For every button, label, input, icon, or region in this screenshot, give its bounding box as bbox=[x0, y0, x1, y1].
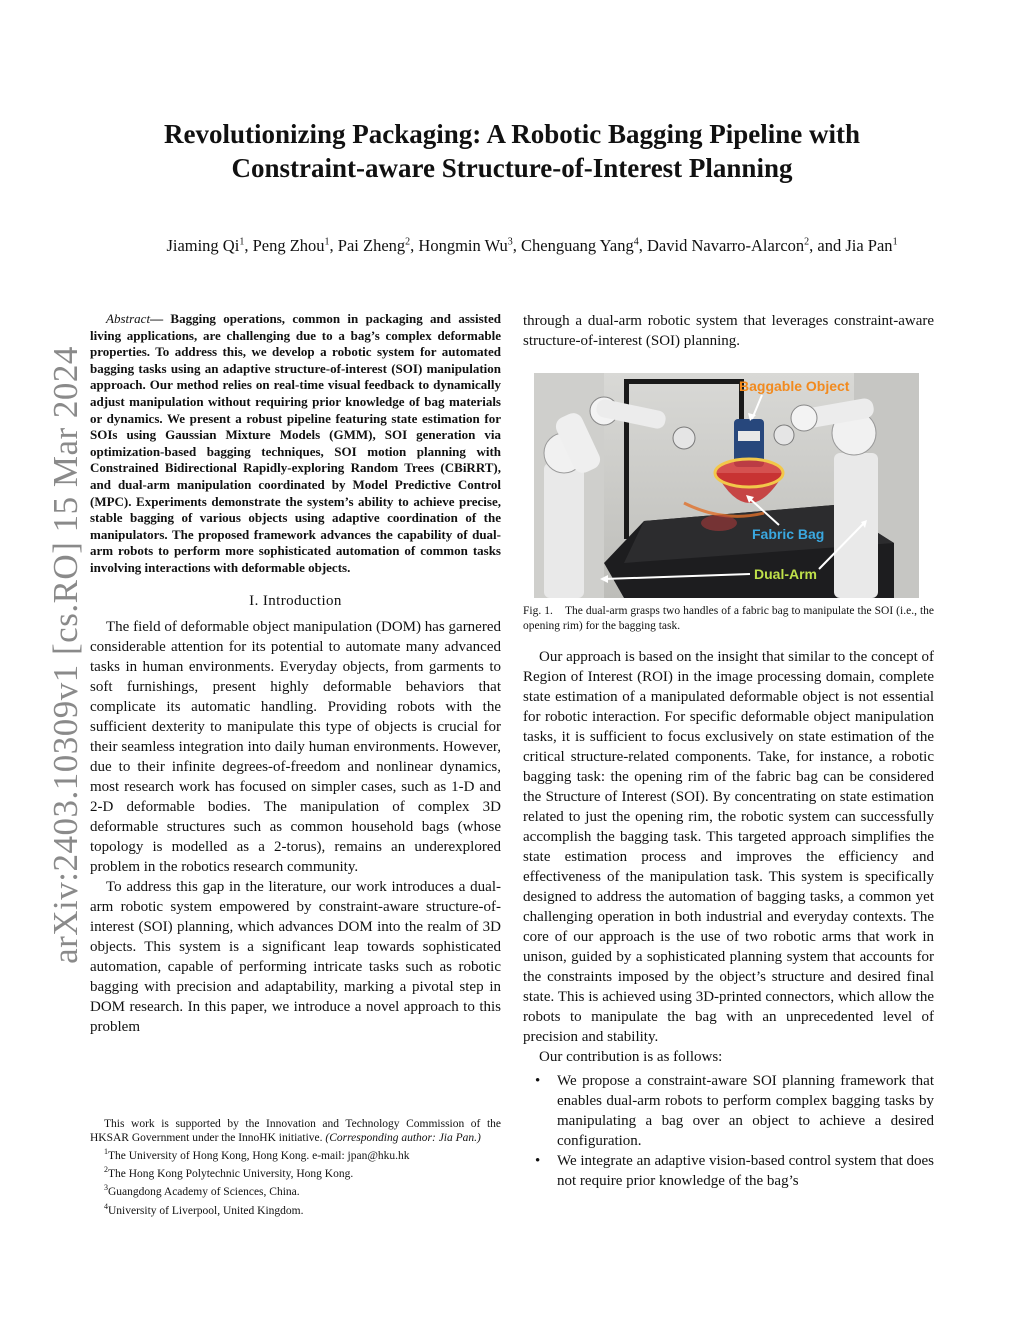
intro-paragraph-1: The field of deformable object manipulation (DOM) has garnered considerable attention for its potential to automate many advanced tasks in human environments. Everyday objects, from garments to soft furnishings, present highly deformable behaviors that complicate its automatic handling. Providing robots with the sufficient dexterity to manipulate this type of objects is crucial for their seamless integration into daily human environments. However, due to their infinite degrees-of-freedom and nonlinear dynamics, most research work has focused on simpler cases, such as 1-D and 2-D deformable bodies. The manipulation of complex 3D deformable structures such as common household bags (whose topology is modelled as a 2-torus), remains an underexplored problem in the robotics research community. bbox=[90, 618, 501, 875]
paper-title bbox=[100, 117, 924, 185]
author: Pai Zheng$^2$, bbox=[337, 235, 419, 255]
right-column bbox=[523, 311, 934, 1191]
affiliation-footnote-3: $^3$Guangdong Academy of Sciences, China. bbox=[104, 1183, 300, 1199]
contribution-list bbox=[523, 1071, 934, 1191]
affiliation-footnote-2: $^2$The Hong Kong Polytechnic University, Hong Kong. bbox=[104, 1165, 354, 1181]
abstract: Abstract— Bagging operations, common in packaging and assisted living applications, are challenging due to a bag’s complex deformable properties. To address this, we develop a robotic system for automated bagging tasks using an adaptive structure-of-interest (SOI) manipulation approach. Our method relies on real-time visual feedback to dynamically adjust manipulation without requiring prior knowledge of bag materials or dynamics. We present a robust pipeline featuring state estimation for SOIs using Gaussian Mixture Models (GMM), SOI generation via optimization-based bagging techniques, SOI motion planning with Constrained Bidirectional Rapidly-exploring Random Trees (CBiRRT), and dual-arm manipulation coordinated by Model Predictive Control (MPC). Experiments demonstrate the system’s ability to achieve precise, stable bagging of various objects using adaptive coordination of the manipulators. The proposed framework advances the capability of dual-arm robots to perform more sophisticated automation of common tasks involving interactions with deformable objects. bbox=[90, 311, 501, 575]
label-fabric-bag: Fabric Bag bbox=[752, 526, 825, 542]
figure-1-photo bbox=[534, 373, 919, 598]
author: Chenguang Yang$^4$, bbox=[520, 235, 647, 255]
author: Peng Zhou$^1$, bbox=[252, 235, 338, 255]
approach-paragraph: Our approach is based on the insight that similar to the concept of Region of Interest (ROI) in the image processing domain, complete state estimation of a manipulated deformable object is not essential for robotic interaction. For specific deformable object manipulation tasks, it is sufficient to focus exclusively on state estimation of the critical structure-related components. Take, for instance, a robotic bagging task: the opening rim of the fabric bag can be considered the Structure of Interest (SOI). By concentrating on state estimation related to just the opening rim, the robotic system can successfully accomplish the bagging task. This targeted approach simplifies the state estimation process and improves the efficiency and effectiveness of the manipulation task. This system is specifically designed to address the automation of bagging tasks, a common yet challenging operation in both industrial and everyday contexts. The core of our approach is the use of two robotic arms that work in unison, guided by a sophisticated planning system that accounts for the constraints imposed by the object’s structure and desired final state. This is achieved using 3D-printed connectors, which allow the robots to manipulate the bag with an unprecedented level of precision and stability. bbox=[523, 649, 934, 1045]
author: Jia Pan$^1$ bbox=[845, 235, 898, 255]
title-line-1: Revolutionizing Packaging: A Robotic Bagging Pipeline with bbox=[163, 119, 861, 149]
funding-footnote: This work is supported by the Innovation and Technology Commission of the HKSAR Government under the InnoHK initiative. (Corresponding author: Jia Pan.) bbox=[90, 1118, 501, 1145]
robot-setup-illustration bbox=[534, 373, 919, 598]
author: David Navarro-Alarcon$^2$, and bbox=[647, 235, 846, 255]
label-baggable-object: Baggable Object bbox=[739, 378, 850, 394]
affiliation-footnote-4: $^4$University of Liverpool, United Kingdom. bbox=[104, 1201, 304, 1217]
affiliation-footnote-1: $^1$The University of Hong Kong, Hong Kong. e-mail: jpan@hku.hk bbox=[104, 1147, 410, 1163]
contribution-item: • We propose a constraint-aware SOI planning framework that enables dual-arm robots to perform complex bagging tasks by manipulating a bag over an object to achieve a desired configuration. bbox=[557, 1071, 934, 1151]
abstract-label: Abstract bbox=[106, 311, 151, 326]
caption-number: Fig. 1. bbox=[523, 605, 553, 617]
section-heading-introduction: I. Introduction bbox=[249, 592, 342, 609]
author: Jiaming Qi$^1$, bbox=[166, 235, 253, 255]
author-list bbox=[60, 231, 1004, 257]
title-line-2: Constraint-aware Structure-of-Interest Planning bbox=[231, 153, 793, 183]
contribution-intro: Our contribution is as follows: bbox=[539, 1049, 723, 1065]
contribution-item: • We integrate an adaptive vision-based control system that does not require prior knowledge of the bag’s bbox=[557, 1151, 934, 1191]
author: Hongmin Wu$^3$, bbox=[418, 235, 521, 255]
camera-stand bbox=[624, 379, 629, 539]
left-column bbox=[90, 311, 501, 1037]
label-dual-arm: Dual-Arm bbox=[754, 566, 818, 582]
figure-1-caption bbox=[523, 604, 934, 633]
corresponding-author-note: (Corresponding author: Jia Pan.) bbox=[325, 1132, 481, 1145]
footnotes bbox=[90, 1117, 501, 1218]
abstract-text: Bagging operations, common in packaging and assisted living applications, are challenging due to a bag’s complex deformable properties. To address this, we develop a robotic system for automated bagging tasks using an adaptive structure-of-interest (SOI) manipulation approach. Our method relies on real-time visual feedback to dynamically adjust manipulation without requiring prior knowledge of bag materials or dynamics. We present a robust pipeline featuring state estimation for SOIs using Gaussian Mixture Models (GMM), SOI generation via optimization-based bagging techniques, SOI motion planning with Constrained Bidirectional Rapidly-exploring Random Trees (CBiRRT), and dual-arm manipulation coordinated by Model Predictive Control (MPC). Experiments demonstrate the system’s ability to achieve precise, stable bagging of various objects using adaptive coordination of the manipulators. The proposed framework advances the capability of dual-arm robots to perform more sophisticated automation of common tasks involving interactions with deformable objects. bbox=[90, 311, 501, 575]
caption-text: The dual-arm grasps two handles of a fabric bag to manipulate the SOI (i.e., the opening rim) for the bagging task. bbox=[523, 605, 935, 632]
arxiv-identifier: arXiv:2403.10309v1 [cs.RO] 15 Mar 2024 bbox=[46, 346, 85, 964]
intro-paragraph-continued: through a dual-arm robotic system that leverages constraint-aware structure-of-interest (SOI) planning. bbox=[523, 313, 934, 349]
intro-paragraph-2: To address this gap in the literature, our work introduces a dual-arm robotic system empowered by constraint-aware structure-of-interest (SOI) planning, which advances DOM into the realm of 3D objects. This system is a significant leap towards sophisticated automation, capable of performing intricate tasks such as robotic bagging with precision and adaptability, marking a pivotal step in DOM research. In this paper, we introduce a novel approach to this problem bbox=[90, 878, 501, 1035]
